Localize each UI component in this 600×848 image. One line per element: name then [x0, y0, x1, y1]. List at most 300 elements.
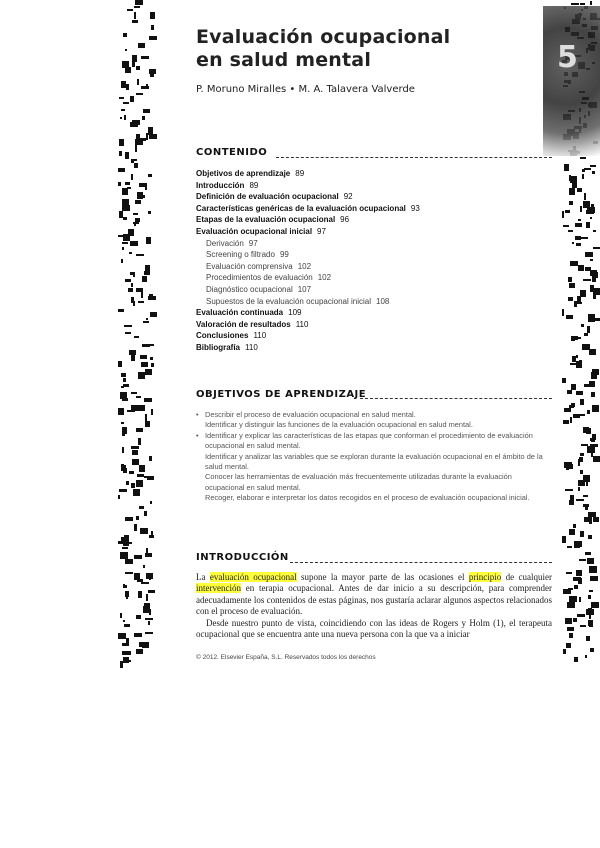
toc-entry-page: 97: [317, 226, 326, 236]
scan-noise: [585, 506, 588, 510]
scan-noise: [573, 577, 581, 581]
scan-noise: [120, 117, 122, 119]
scan-noise: [570, 363, 578, 365]
toc-entry-page: 109: [288, 308, 302, 318]
scan-noise: [126, 84, 129, 90]
scan-noise: [139, 506, 144, 509]
scan-noise: [132, 61, 135, 67]
objective-item: [196, 420, 548, 430]
scan-noise: [562, 536, 566, 543]
scan-noise: [584, 168, 591, 170]
scan-noise: [124, 325, 132, 327]
intro-text-segment: La: [196, 572, 210, 582]
scan-noise: [136, 649, 143, 654]
scan-noise: [586, 481, 588, 486]
scan-noise: [592, 405, 599, 412]
scan-noise: [146, 133, 148, 140]
scan-noise: [127, 660, 131, 662]
scan-noise: [118, 361, 122, 367]
toc-entry-label: Derivación: [206, 238, 244, 248]
scan-noise: [125, 332, 131, 334]
scan-noise: [145, 369, 152, 375]
scan-noise: [576, 243, 581, 246]
scan-noise: [142, 116, 145, 120]
scan-noise: [133, 213, 138, 215]
scan-noise: [127, 410, 135, 412]
scan-noise: [590, 270, 597, 272]
introduction-heading: INTRODUCCIÓN: [196, 552, 289, 563]
scan-noise: [583, 495, 588, 497]
objective-text: Conocer las herramientas de evaluación más frecuentemente utilizadas durante la evaluación ocupacional en salud mental.: [205, 472, 512, 492]
scan-noise: [145, 553, 152, 557]
scan-noise: [131, 354, 135, 361]
scan-noise: [130, 96, 134, 102]
scan-noise: [569, 529, 575, 535]
scan-noise: [150, 312, 157, 317]
scan-noise: [122, 205, 130, 211]
highlight-principio: principio: [468, 572, 502, 582]
authors: P. Moruno Miralles • M. A. Talavera Valverde: [196, 84, 415, 95]
scan-noise: [123, 584, 125, 588]
scan-noise: [118, 168, 125, 172]
scan-noise: [123, 620, 125, 622]
scan-noise: [131, 283, 133, 287]
contents-rule: [276, 157, 552, 158]
scan-noise: [580, 206, 582, 212]
scan-noise: [149, 578, 151, 580]
toc-entry-label: Evaluación ocupacional inicial: [196, 226, 313, 236]
scan-noise: [123, 234, 130, 241]
scan-noise: [580, 414, 585, 416]
scan-noise: [136, 516, 139, 520]
scan-noise: [132, 159, 137, 161]
toc-entry-label: Introducción: [196, 180, 245, 190]
scan-noise: [145, 618, 153, 620]
scan-noise: [143, 109, 150, 113]
scan-noise: [124, 651, 131, 655]
scan-noise: [149, 36, 157, 40]
scan-noise: [132, 120, 140, 125]
toc-entry-page: 92: [343, 192, 353, 202]
scan-noise: [127, 187, 131, 189]
intro-text-segment: de cualquier: [501, 572, 552, 582]
scan-noise: [565, 489, 573, 491]
scan-noise: [583, 279, 591, 281]
highlight-intervencion: intervención: [196, 583, 241, 594]
scan-edge-left: [118, 0, 158, 670]
scan-noise: [134, 6, 140, 8]
scan-noise: [580, 157, 586, 159]
scan-noise: [585, 552, 591, 555]
scan-noise: [584, 384, 591, 387]
scan-noise: [567, 602, 575, 608]
scan-noise: [562, 378, 566, 383]
scan-noise: [588, 535, 592, 539]
scan-noise: [580, 531, 584, 537]
toc-entry-page: 97: [248, 238, 258, 248]
scan-noise: [593, 247, 600, 249]
scan-noise: [126, 481, 129, 485]
scan-noise: [590, 576, 598, 581]
scan-noise: [145, 422, 147, 425]
scan-noise: [575, 223, 582, 227]
scan-noise: [562, 309, 564, 316]
toc-entry: [196, 319, 546, 331]
scan-noise: [566, 463, 569, 470]
scan-noise: [576, 391, 583, 395]
table-of-contents: [196, 168, 546, 354]
scan-noise: [148, 344, 154, 346]
scan-noise: [126, 597, 128, 599]
scan-noise: [124, 624, 130, 627]
toc-entry-page: 89: [249, 180, 259, 190]
scan-noise: [123, 468, 127, 473]
scan-noise: [586, 428, 591, 434]
scan-noise: [577, 188, 582, 192]
scan-noise: [135, 145, 137, 152]
scan-noise: [136, 93, 143, 95]
scan-noise: [134, 336, 139, 338]
scan-noise: [144, 511, 147, 516]
toc-entry-page: 110: [245, 342, 258, 352]
scan-noise: [148, 296, 156, 300]
scan-noise: [137, 474, 144, 477]
scan-noise: [570, 261, 578, 266]
scan-noise: [131, 446, 139, 449]
scan-noise: [564, 164, 569, 171]
scan-noise: [132, 459, 139, 465]
scan-noise: [145, 414, 147, 421]
toc-entry-page: 96: [340, 215, 350, 225]
scan-noise: [582, 174, 584, 179]
scan-noise: [120, 552, 128, 559]
scan-noise: [563, 649, 566, 654]
scan-noise: [123, 33, 127, 37]
scan-noise: [122, 651, 125, 655]
toc-entry: [196, 226, 546, 238]
scan-noise: [576, 499, 584, 501]
scan-noise: [131, 392, 137, 394]
scan-noise: [149, 456, 152, 461]
introduction-paragraph-1: [196, 572, 552, 618]
scan-noise: [147, 476, 154, 480]
toc-entry: [196, 284, 546, 296]
scan-noise: [140, 355, 147, 359]
scan-noise: [146, 594, 148, 601]
objective-item: [196, 452, 548, 473]
scan-noise: [584, 517, 592, 522]
toc-entry-label: Definición de evaluación ocupacional: [196, 192, 339, 202]
scan-noise: [118, 495, 120, 499]
scan-noise: [119, 97, 124, 99]
scan-noise: [123, 384, 129, 387]
scan-noise: [118, 633, 126, 639]
toc-entry-page: 99: [279, 250, 289, 260]
scan-noise: [133, 301, 135, 306]
scan-noise: [141, 86, 149, 89]
scan-noise: [593, 318, 600, 321]
scan-noise: [122, 398, 128, 401]
scan-noise: [569, 188, 575, 195]
toc-entry-page: 102: [297, 261, 312, 271]
scan-noise: [149, 134, 157, 139]
scan-noise: [590, 1, 592, 5]
scan-noise: [122, 447, 124, 453]
toc-entry-page: 110: [253, 331, 267, 341]
scan-noise: [122, 432, 125, 436]
scan-noise: [131, 174, 133, 180]
scan-noise: [144, 398, 152, 402]
scan-noise: [151, 25, 154, 30]
objective-text: Describir el proceso de evaluación ocupacional en salud mental.: [205, 410, 416, 419]
scan-noise: [587, 558, 594, 564]
scan-noise: [128, 288, 133, 292]
scan-noise: [125, 559, 133, 564]
scan-noise: [125, 585, 127, 588]
scan-noise: [564, 408, 571, 412]
scan-noise: [133, 273, 135, 277]
scan-noise: [589, 590, 593, 592]
scan-noise: [563, 420, 569, 424]
scan-noise: [119, 489, 127, 492]
scan-noise: [577, 614, 585, 617]
scan-noise: [127, 9, 133, 11]
scan-noise: [586, 210, 594, 214]
scan-noise: [118, 309, 124, 312]
scan-noise: [123, 378, 126, 382]
toc-entry-label: Diagnóstico ocupacional: [206, 284, 293, 294]
scan-noise: [150, 357, 153, 360]
scan-noise: [567, 546, 572, 548]
objective-item: [196, 472, 548, 493]
scan-noise: [137, 79, 139, 85]
toc-entry-page: 93: [410, 203, 420, 213]
scan-noise: [137, 405, 145, 411]
scan-noise: [585, 252, 593, 257]
scan-noise: [580, 453, 584, 456]
scan-noise: [125, 182, 130, 185]
scan-noise: [585, 655, 587, 658]
toc-entry-page: 108: [376, 296, 390, 306]
scan-noise: [570, 417, 572, 423]
scan-noise: [580, 625, 586, 627]
scan-noise: [151, 363, 154, 367]
scan-noise: [134, 12, 136, 19]
scan-noise: [143, 606, 146, 611]
scan-noise: [589, 608, 592, 612]
scan-noise: [136, 615, 141, 619]
scan-noise: [139, 465, 145, 472]
scan-noise: [149, 609, 151, 615]
scan-noise: [141, 56, 149, 59]
scan-noise: [120, 661, 123, 668]
objective-text: Identificar y explicar las características de las etapas que conforman el procedimiento de evaluación ocupacional en salud mental.: [205, 430, 533, 451]
scan-noise: [589, 566, 593, 573]
scan-noise: [130, 241, 138, 246]
scan-noise: [138, 301, 144, 303]
scan-noise: [150, 12, 155, 19]
scan-noise: [592, 171, 595, 174]
scan-noise: [571, 403, 575, 407]
scan-noise: [150, 72, 154, 77]
toc-entry-page: 110: [295, 319, 309, 329]
scan-noise: [589, 625, 593, 627]
scan-noise: [590, 438, 594, 441]
scan-noise: [129, 471, 134, 474]
scan-noise: [586, 222, 590, 228]
scan-noise: [593, 456, 600, 462]
scan-noise: [566, 572, 572, 574]
scan-noise: [146, 318, 148, 320]
scan-noise: [123, 373, 126, 376]
scan-noise: [132, 20, 138, 23]
toc-entry-page: 89: [295, 169, 305, 178]
scan-noise: [134, 633, 142, 637]
toc-entry: [196, 307, 546, 319]
intro-text-segment: en terapia ocupacional. Antes de dar inicio a su descripción, para comprender adecuadamente los contenidos de estas páginas, nos gustaría aclarar algunos aspectos relacionados con el proceso de evaluación.: [196, 583, 552, 617]
scan-noise: [573, 336, 578, 340]
objectives-heading: OBJETIVOS DE APRENDIZAJE: [196, 389, 367, 400]
toc-entry-label: Bibliografía: [196, 342, 241, 352]
scan-noise: [146, 237, 151, 244]
toc-entry-label: Screening o filtrado: [206, 250, 275, 260]
scan-noise: [569, 633, 573, 638]
toc-entry-label: Objetivos de aprendizaje: [196, 169, 291, 178]
copyright-footer: © 2012. Elsevier España, S.L. Reservados todos los derechos: [196, 654, 376, 661]
scan-noise: [148, 211, 151, 214]
scan-noise: [124, 115, 126, 120]
scan-noise: [122, 643, 129, 646]
toc-entry: [196, 342, 546, 354]
scan-noise: [138, 43, 145, 48]
chapter-title-line2: en salud mental: [196, 49, 372, 71]
scan-noise: [578, 459, 580, 466]
scan-noise: [138, 372, 145, 379]
toc-entry-label: Procedimientos de evaluación: [206, 273, 313, 283]
objective-text: Identificar y analizar las variables que se exploran durante la evaluación ocupacional en el ámbito de la salud mental.: [205, 451, 543, 472]
scan-noise: [569, 283, 575, 288]
scan-noise: [143, 321, 149, 323]
scan-noise: [148, 127, 153, 133]
scan-noise: [142, 642, 149, 648]
scan-noise: [574, 657, 578, 662]
chapter-tab-blob: [543, 6, 600, 156]
introduction-text: [196, 572, 552, 640]
scan-noise: [146, 84, 148, 86]
scan-noise: [563, 225, 569, 227]
scan-noise: [136, 66, 140, 70]
scan-noise: [118, 408, 124, 415]
objective-item: [196, 493, 548, 503]
scan-noise: [568, 230, 573, 232]
scan-noise: [145, 187, 147, 190]
scan-noise: [140, 138, 146, 141]
scan-noise: [131, 483, 135, 488]
scan-noise: [136, 428, 143, 432]
scan-noise: [123, 102, 129, 104]
scan-noise: [581, 324, 584, 327]
scan-noise: [125, 152, 129, 159]
toc-entry: [196, 203, 546, 215]
scan-noise: [589, 349, 596, 355]
scan-noise: [125, 67, 131, 73]
scan-noise: [151, 409, 153, 415]
scan-noise: [593, 230, 596, 232]
scan-noise: [568, 297, 573, 301]
scan-noise: [134, 524, 137, 531]
toc-entry: [196, 296, 546, 308]
scan-noise: [584, 193, 586, 200]
toc-entry: [196, 238, 546, 250]
scan-noise: [587, 410, 590, 414]
scan-noise: [579, 597, 581, 602]
objective-text: Identificar y distinguir las funciones de la evaluación ocupacional en salud mental.: [205, 420, 473, 430]
scan-noise: [591, 372, 597, 379]
scan-noise: [590, 259, 593, 261]
toc-entry: [196, 214, 546, 226]
scan-noise: [576, 355, 578, 358]
toc-entry-page: 102: [317, 273, 332, 283]
scan-noise: [591, 392, 595, 397]
scan-noise: [580, 3, 585, 5]
scan-noise: [134, 163, 138, 168]
scan-noise: [134, 555, 142, 559]
scan-noise: [579, 360, 582, 364]
scan-noise: [122, 242, 128, 244]
toc-entry-label: Conclusiones: [196, 331, 249, 341]
scan-noise: [565, 210, 570, 213]
scan-noise: [136, 254, 144, 256]
objective-bullet: •: [196, 430, 199, 440]
scan-noise: [593, 517, 599, 522]
scan-noise: [145, 632, 153, 634]
introduction-paragraph-2: Desde nuestro punto de vista, coincidiendo con las ideas de Rogers y Holm (1), el terapeuta ocupacional que se encuentra ante una nueva persona con la que va a iniciar: [196, 617, 552, 640]
scan-noise: [567, 390, 572, 394]
scan-noise: [138, 193, 142, 198]
scan-noise: [141, 291, 143, 298]
scan-noise: [122, 547, 128, 549]
scan-noise: [148, 621, 150, 625]
scan-noise: [569, 201, 573, 205]
scan-noise: [135, 200, 141, 204]
scan-noise: [141, 362, 148, 367]
scan-noise: [121, 422, 124, 424]
objective-bullet: •: [196, 410, 199, 419]
toc-entry-label: Etapas de la evaluación ocupacional: [196, 215, 336, 225]
scan-noise: [566, 643, 571, 648]
scan-noise: [568, 277, 572, 282]
scan-noise: [125, 572, 133, 574]
scan-noise: [580, 399, 584, 405]
chapter-number: 5: [557, 40, 578, 75]
scan-noise: [580, 237, 588, 239]
scan-noise: [136, 480, 143, 487]
scan-noise: [133, 222, 139, 224]
chapter-title-line1: Evaluación ocupacional: [196, 26, 451, 48]
highlight-evaluacion-ocupacional: evaluación ocupacional: [209, 572, 297, 582]
scan-noise: [121, 109, 125, 111]
scan-noise: [136, 396, 141, 398]
toc-entry: [196, 272, 546, 284]
scan-noise: [569, 500, 574, 505]
scan-noise: [123, 217, 127, 220]
toc-entry: [196, 191, 546, 203]
scan-noise: [581, 444, 588, 446]
scan-noise: [148, 174, 152, 177]
scan-noise: [122, 188, 128, 195]
scan-noise: [138, 591, 142, 598]
scan-noise: [150, 501, 152, 504]
